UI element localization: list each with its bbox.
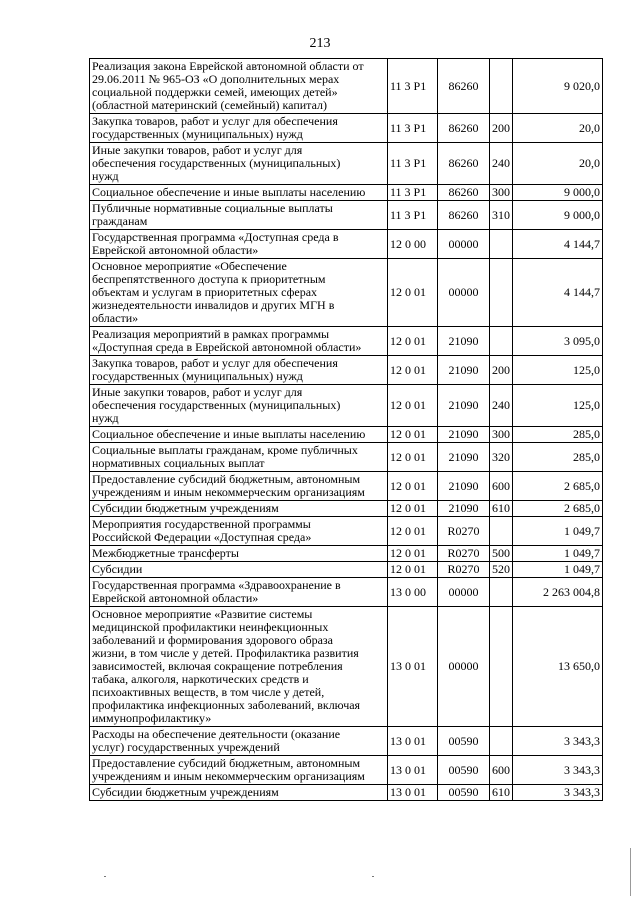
expense-name-cell (90, 385, 388, 427)
expense-name-cell (90, 201, 388, 230)
table-row (90, 727, 603, 756)
target-code-cell: 00000 (438, 607, 490, 727)
target-code-cell: 00590 (438, 785, 490, 801)
section-code-cell: 13 0 01 (388, 785, 438, 801)
expense-name-line: Закупка товаров, работ и услуг для обеспечения (92, 356, 338, 370)
table-row (90, 143, 603, 185)
expense-name-line: Субсидии (92, 562, 143, 576)
section-code-cell: 11 3 P1 (388, 143, 438, 185)
amount-cell: 285,0 (513, 443, 603, 472)
expense-name-line: Государственная программа «Доступная среда в (92, 230, 339, 244)
expense-type-code-cell: 310 (490, 201, 513, 230)
target-code-cell: 86260 (438, 59, 490, 114)
amount-cell: 2 685,0 (513, 501, 603, 517)
section-code-cell: 12 0 01 (388, 546, 438, 562)
expense-name-cell (90, 578, 388, 607)
expense-type-code-cell (490, 727, 513, 756)
expense-name-line: Иные закупки товаров, работ и услуг для (92, 143, 303, 157)
table-row (90, 443, 603, 472)
expense-name-cell (90, 356, 388, 385)
expense-name-line: Межбюджетные трансферты (92, 546, 239, 560)
target-code-cell: 86260 (438, 185, 490, 201)
expense-name-cell (90, 185, 388, 201)
expense-type-code-cell: 300 (490, 427, 513, 443)
expense-name-line: Российской Федерации «Доступная среда» (92, 530, 312, 544)
table-row (90, 385, 603, 427)
expense-name-cell (90, 259, 388, 327)
expense-name-line: нормативных социальных выплат (92, 456, 265, 470)
expense-name-line: беспрепятственного доступа к приоритетным (92, 272, 326, 286)
section-code-cell: 13 0 01 (388, 607, 438, 727)
expense-name-cell (90, 472, 388, 501)
expense-name-line: Закупка товаров, работ и услуг для обеспечения (92, 114, 338, 128)
page-number: 213 (309, 36, 331, 51)
section-code-cell: 12 0 01 (388, 501, 438, 517)
table-row (90, 472, 603, 501)
expense-name-cell (90, 756, 388, 785)
expense-name-line: профилактика инфекционных заболеваний, включая (92, 698, 361, 712)
table-row (90, 356, 603, 385)
expense-name-line: обеспечения государственных (муниципальных) (92, 156, 341, 170)
amount-cell: 2 263 004,8 (513, 578, 603, 607)
expense-name-cell (90, 727, 388, 756)
expense-name-line: Социальное обеспечение и иные выплаты населению (92, 185, 366, 199)
expense-name-line: Государственная программа «Здравоохранение в (92, 578, 341, 592)
expense-name-cell (90, 501, 388, 517)
expense-name-cell (90, 427, 388, 443)
budget-table (89, 58, 603, 801)
expense-name-line: объектам и услугам в приоритетных сферах (92, 285, 318, 299)
section-code-cell: 12 0 00 (388, 230, 438, 259)
expense-name-line: Реализация закона Еврейской автономной области от (92, 59, 364, 73)
target-code-cell: 00000 (438, 259, 490, 327)
expense-type-code-cell: 610 (490, 501, 513, 517)
expense-type-code-cell: 500 (490, 546, 513, 562)
expense-name-line: Основное мероприятие «Обеспечение (92, 259, 287, 273)
target-code-cell: 21090 (438, 472, 490, 501)
expense-type-code-cell: 240 (490, 143, 513, 185)
expense-name-line: Социальное обеспечение и иные выплаты населению (92, 427, 366, 441)
expense-name-line: Социальные выплаты гражданам, кроме публичных (92, 443, 358, 457)
expense-type-code-cell: 200 (490, 114, 513, 143)
expense-type-code-cell: 300 (490, 185, 513, 201)
budget-table-body (90, 59, 603, 801)
expense-name-line: 29.06.2011 № 965-ОЗ «О дополнительных мерах (92, 72, 340, 86)
table-row (90, 427, 603, 443)
scan-edge-line (630, 848, 631, 896)
expense-name-cell (90, 785, 388, 801)
expense-name-cell (90, 114, 388, 143)
expense-name-cell (90, 546, 388, 562)
section-code-cell: 11 3 P1 (388, 201, 438, 230)
scan-mark (372, 876, 374, 877)
section-code-cell: 13 0 00 (388, 578, 438, 607)
expense-name-cell (90, 230, 388, 259)
table-row (90, 230, 603, 259)
expense-type-code-cell (490, 327, 513, 356)
target-code-cell: 21090 (438, 385, 490, 427)
expense-name-line: Еврейской автономной области» (92, 591, 259, 605)
expense-name-cell (90, 443, 388, 472)
section-code-cell: 12 0 01 (388, 327, 438, 356)
amount-cell: 3 095,0 (513, 327, 603, 356)
amount-cell: 3 343,3 (513, 727, 603, 756)
expense-name-line: медицинской профилактики неинфекционных (92, 620, 329, 634)
amount-cell: 2 685,0 (513, 472, 603, 501)
expense-name-line: нужд (92, 169, 119, 183)
expense-name-line: иммунопрофилактику» (92, 711, 212, 725)
expense-type-code-cell (490, 607, 513, 727)
expense-type-code-cell: 600 (490, 472, 513, 501)
target-code-cell: 21090 (438, 427, 490, 443)
expense-name-line: Предоставление субсидий бюджетным, автономным (92, 472, 361, 486)
expense-name-line: табака, алкоголя, наркотических средств и (92, 672, 309, 686)
target-code-cell: 00000 (438, 230, 490, 259)
expense-name-line: социальной поддержки семей, имеющих детей» (92, 85, 338, 99)
expense-type-code-cell (490, 517, 513, 546)
table-row (90, 114, 603, 143)
table-row (90, 607, 603, 727)
expense-name-cell (90, 607, 388, 727)
table-row (90, 756, 603, 785)
amount-cell: 285,0 (513, 427, 603, 443)
expense-name-line: зависимостей, включая сокращение потребления (92, 659, 343, 673)
table-row (90, 562, 603, 578)
expense-name-line: Предоставление субсидий бюджетным, автономным (92, 756, 361, 770)
target-code-cell: 21090 (438, 501, 490, 517)
expense-name-line: Субсидии бюджетным учреждениям (92, 501, 279, 515)
target-code-cell: R0270 (438, 517, 490, 546)
section-code-cell: 12 0 01 (388, 356, 438, 385)
expense-name-line: Еврейской автономной области» (92, 243, 259, 257)
amount-cell: 20,0 (513, 114, 603, 143)
expense-name-line: области» (92, 311, 139, 325)
target-code-cell: 86260 (438, 201, 490, 230)
expense-type-code-cell (490, 259, 513, 327)
expense-type-code-cell (490, 230, 513, 259)
table-row (90, 59, 603, 114)
section-code-cell: 13 0 01 (388, 727, 438, 756)
target-code-cell: 21090 (438, 327, 490, 356)
expense-name-line: Иные закупки товаров, работ и услуг для (92, 385, 303, 399)
section-code-cell: 12 0 01 (388, 472, 438, 501)
table-row (90, 785, 603, 801)
amount-cell: 1 049,7 (513, 546, 603, 562)
target-code-cell: 21090 (438, 356, 490, 385)
expense-name-cell (90, 59, 388, 114)
expense-name-line: «Доступная среда в Еврейской автономной области» (92, 340, 362, 354)
target-code-cell: 00000 (438, 578, 490, 607)
expense-name-line: учреждениям и иным некоммерческим организациям (92, 485, 365, 499)
expense-name-line: Публичные нормативные социальные выплаты (92, 201, 333, 215)
section-code-cell: 11 3 P1 (388, 59, 438, 114)
expense-name-cell (90, 562, 388, 578)
expense-type-code-cell: 240 (490, 385, 513, 427)
target-code-cell: 21090 (438, 443, 490, 472)
expense-type-code-cell (490, 578, 513, 607)
amount-cell: 125,0 (513, 385, 603, 427)
section-code-cell: 12 0 01 (388, 259, 438, 327)
table-row (90, 327, 603, 356)
section-code-cell: 11 3 P1 (388, 114, 438, 143)
section-code-cell: 11 3 P1 (388, 185, 438, 201)
expense-name-line: Субсидии бюджетным учреждениям (92, 785, 279, 799)
table-row (90, 185, 603, 201)
amount-cell: 4 144,7 (513, 259, 603, 327)
amount-cell: 4 144,7 (513, 230, 603, 259)
section-code-cell: 13 0 01 (388, 756, 438, 785)
amount-cell: 3 343,3 (513, 785, 603, 801)
amount-cell: 1 049,7 (513, 517, 603, 546)
section-code-cell: 12 0 01 (388, 443, 438, 472)
expense-name-line: услуг) государственных учреждений (92, 740, 280, 754)
expense-name-line: жизни, в том числе у детей. Профилактика развития (92, 646, 359, 660)
expense-name-line: обеспечения государственных (муниципальных) (92, 398, 341, 412)
section-code-cell: 12 0 01 (388, 427, 438, 443)
expense-name-line: психоактивных веществ, в том числе у детей, (92, 685, 325, 699)
expense-type-code-cell: 600 (490, 756, 513, 785)
expense-name-line: Реализация мероприятий в рамках программы (92, 327, 330, 341)
expense-name-line: жизнедеятельности инвалидов и других МГН в (92, 298, 335, 312)
table-row (90, 578, 603, 607)
expense-name-line: Расходы на обеспечение деятельности (оказание (92, 727, 341, 741)
expense-name-cell (90, 517, 388, 546)
expense-name-line: нужд (92, 411, 119, 425)
expense-name-line: Основное мероприятие «Развитие системы (92, 607, 313, 621)
expense-name-cell (90, 143, 388, 185)
expense-name-line: государственных (муниципальных) нужд (92, 369, 303, 383)
expense-type-code-cell: 200 (490, 356, 513, 385)
expense-name-line: учреждениям и иным некоммерческим организациям (92, 769, 365, 783)
table-row (90, 517, 603, 546)
expense-type-code-cell: 320 (490, 443, 513, 472)
amount-cell: 9 000,0 (513, 201, 603, 230)
amount-cell: 125,0 (513, 356, 603, 385)
target-code-cell: R0270 (438, 562, 490, 578)
table-row (90, 259, 603, 327)
expense-name-line: государственных (муниципальных) нужд (92, 127, 303, 141)
expense-name-cell (90, 327, 388, 356)
expense-name-line: заболеваний и формирования здорового образа (92, 633, 333, 647)
expense-name-line: Мероприятия государственной программы (92, 517, 311, 531)
target-code-cell: 00590 (438, 727, 490, 756)
target-code-cell: 86260 (438, 114, 490, 143)
target-code-cell: 00590 (438, 756, 490, 785)
section-code-cell: 12 0 01 (388, 385, 438, 427)
amount-cell: 1 049,7 (513, 562, 603, 578)
amount-cell: 9 000,0 (513, 185, 603, 201)
table-row (90, 501, 603, 517)
amount-cell: 13 650,0 (513, 607, 603, 727)
amount-cell: 3 343,3 (513, 756, 603, 785)
expense-type-code-cell (490, 59, 513, 114)
expense-name-line: гражданам (92, 214, 148, 228)
section-code-cell: 12 0 01 (388, 562, 438, 578)
table-row (90, 201, 603, 230)
amount-cell: 20,0 (513, 143, 603, 185)
scan-mark (104, 876, 106, 877)
section-code-cell: 12 0 01 (388, 517, 438, 546)
table-row (90, 546, 603, 562)
expense-type-code-cell: 610 (490, 785, 513, 801)
target-code-cell: R0270 (438, 546, 490, 562)
expense-type-code-cell: 520 (490, 562, 513, 578)
expense-name-line: (областной материнский (семейный) капитал) (92, 98, 327, 112)
amount-cell: 9 020,0 (513, 59, 603, 114)
target-code-cell: 86260 (438, 143, 490, 185)
